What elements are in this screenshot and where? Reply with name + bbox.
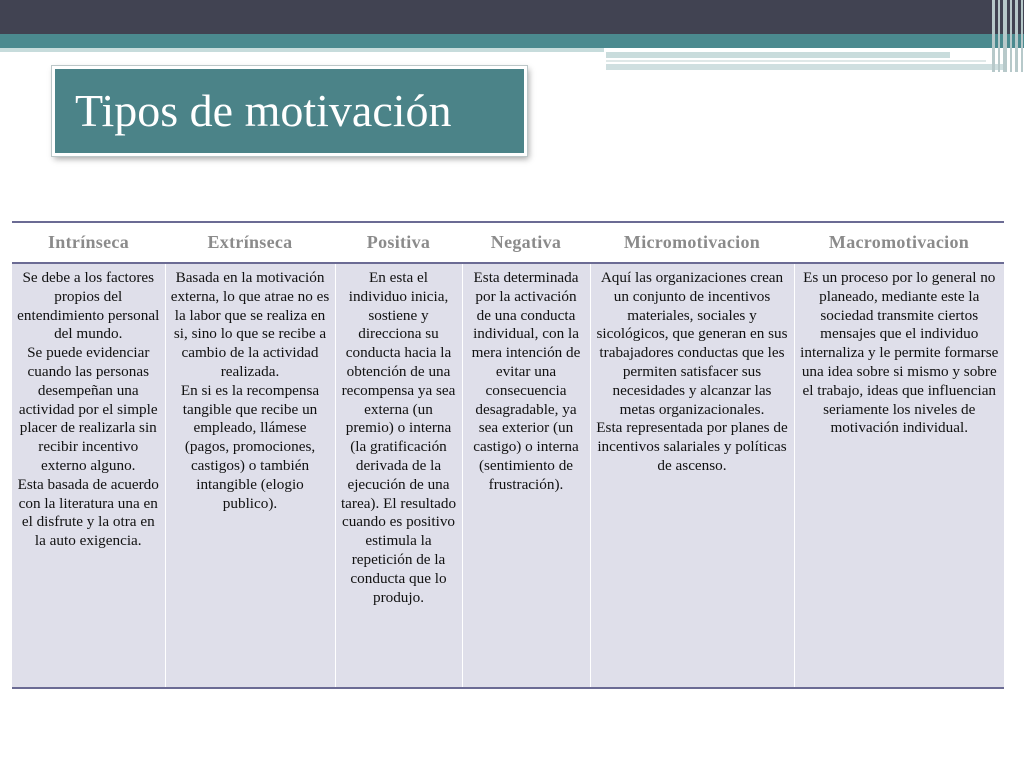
header-macromotivacion: Macromotivacion — [794, 222, 1004, 263]
motivation-types-table — [12, 221, 1004, 689]
header-band-teal — [0, 34, 1024, 48]
cell-paragraph: Es un proceso por lo general no planeado, mediante este la sociedad transmite ciertos mensajes que el individuo internaliza y le permite formarse una idea sobre si mismo y sobre el trabajo, ideas que influencian seriamente los niveles de motivación individual. — [800, 269, 999, 437]
cell-extrinseca — [165, 263, 335, 688]
header-positiva: Positiva — [335, 222, 462, 263]
slide-title: Tipos de motivación — [75, 85, 452, 136]
cell-paragraph: Se debe a los factores propios del entendimiento personal del mundo. — [17, 269, 160, 343]
cell-paragraph: En esta el individuo inicia, sostiene y direcciona su conducta hacia la obtención de una recompensa ya sea externa (un premio) o interna (la gratificación derivada de la ejecución de una tarea). El resultado cuando es positivo estimula la repetición de la conducta que lo produjo. — [340, 269, 457, 606]
header-intrinseca: Intrínseca — [12, 222, 165, 263]
header-accent-line — [606, 60, 986, 62]
cell-negativa — [462, 263, 590, 688]
header-band-dark — [0, 0, 1024, 34]
cell-paragraph: Esta basada de acuerdo con la literatura una en el disfrute y la otra en la auto exigencia. — [17, 475, 159, 550]
table-header-row — [12, 222, 1004, 263]
header-micromotivacion: Micromotivacion — [590, 222, 794, 263]
table-row — [12, 263, 1004, 688]
cell-micromotivacion — [590, 263, 794, 688]
cell-paragraph: En si es la recompensa tangible que recibe un empleado, llámese (pagos, promociones, castigos) o también intangible (elogio publico). — [180, 381, 320, 512]
cell-positiva — [335, 263, 462, 688]
cell-intrinseca — [12, 263, 165, 688]
title-box — [52, 66, 527, 156]
header-extrinseca: Extrínseca — [165, 222, 335, 263]
header-accent-line — [606, 64, 1006, 70]
corner-stripes — [990, 0, 1024, 72]
header-negativa: Negativa — [462, 222, 590, 263]
cell-paragraph: Se puede evidenciar cuando las personas desempeñan una actividad por el simple placer de realizarla sin recibir incentivo externo alguno. — [18, 344, 158, 474]
cell-macromotivacion — [794, 263, 1004, 688]
cell-paragraph: Esta determinada por la activación de una conducta individual, con la mera intención de evitar una consecuencia desagradable, ya sea exterior (un castigo) o interna (sentimiento de frustración). — [471, 269, 581, 493]
cell-paragraph: Esta representada por planes de incentivos salariales y políticas de ascenso. — [596, 419, 788, 474]
header-band-light — [0, 48, 604, 52]
cell-paragraph: Basada en la motivación externa, lo que atrae no es la labor que se realiza en si, sino lo que se recibe a cambio de la actividad realizada. — [170, 269, 330, 380]
header-accent-line — [606, 52, 950, 58]
cell-paragraph: Aquí las organizaciones crean un conjunto de incentivos materiales, sociales y sicológicos, que generan en sus trabajadores conductas que les permiten satisfacer sus necesidades y alcanzar las metas organizacionales. — [596, 269, 788, 418]
